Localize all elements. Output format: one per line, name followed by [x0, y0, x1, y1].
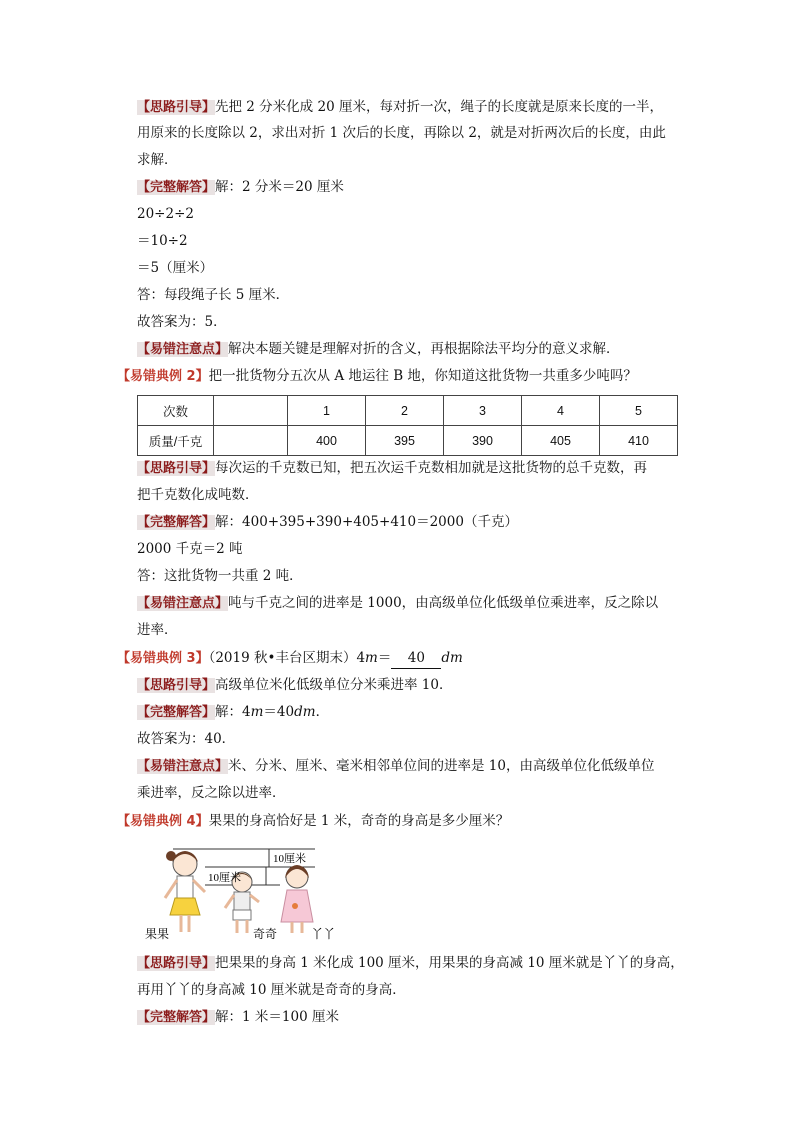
- table-cell: 质量/千克: [138, 426, 214, 456]
- table-cell: 405: [522, 426, 600, 456]
- table-cell: 390: [444, 426, 522, 456]
- ex1-step3: ＝5（厘米）: [137, 260, 214, 276]
- height-illustration: [145, 840, 340, 940]
- answer-tag: 【完整解答】: [137, 180, 216, 195]
- table-cell: 5: [600, 396, 678, 426]
- table-cell: [214, 396, 288, 426]
- idea-tag: 【思路引导】: [137, 678, 216, 693]
- table-cell: 410: [600, 426, 678, 456]
- ex3-answer: 【完整解答】解：4m＝40dm．: [137, 704, 330, 720]
- table-row: [138, 426, 678, 456]
- ex1-step1: 20÷2÷2: [137, 206, 194, 222]
- ex4-label: 【易错典例 4】: [117, 814, 209, 829]
- table-cell: 3: [444, 396, 522, 426]
- answer-blank: 40: [391, 648, 441, 669]
- answer-tag: 【完整解答】: [137, 1010, 216, 1025]
- table-cell: 395: [366, 426, 444, 456]
- ex2-note-line1: 【易错注意点】吨与千克之间的进率是 1000，由高级单位化低级单位乘进率，反之除以: [137, 595, 659, 611]
- ex3-note-line1: 【易错注意点】米、分米、厘米、毫米相邻单位间的进率是 10，由高级单位化低级单位: [137, 758, 655, 774]
- ex4-question: 【易错典例 4】果果的身高恰好是 1 米，奇奇的身高是多少厘米？: [117, 813, 510, 829]
- note-tag: 【易错注意点】: [137, 342, 229, 357]
- table-row: [138, 396, 678, 426]
- ex4-idea-line1: 【思路引导】把果果的身高 1 米化成 100 厘米，用果果的身高减 10 厘米就是丫丫的身高，: [137, 955, 684, 971]
- ex3-question: 【易错典例 3】（2019 秋•丰台区期末）4m＝ 40 dm: [117, 648, 463, 669]
- ex1-step2: ＝10÷2: [137, 233, 188, 249]
- note-tag: 【易错注意点】: [137, 596, 229, 611]
- ex1-step4: 答：每段绳子长 5 厘米．: [137, 287, 290, 303]
- ex2-idea-line1: 【思路引导】每次运的千克数已知，把五次运千克数相加就是这批货物的总千克数，再: [137, 460, 648, 476]
- gap-label-top: 10厘米: [273, 853, 306, 865]
- girl-yaya-figure: [281, 865, 313, 933]
- gap-label-left: 10厘米: [208, 872, 241, 884]
- idea-tag: 【思路引导】: [137, 461, 216, 476]
- name-qiqi: 奇奇: [253, 927, 278, 940]
- ex1-idea-line3: 求解．: [137, 152, 178, 168]
- ex2-label: 【易错典例 2】: [117, 369, 209, 384]
- table-cell: [214, 426, 288, 456]
- ex3-idea: 【思路引导】高级单位米化低级单位分米乘进率 10．: [137, 677, 453, 693]
- ex4-idea-line2: 再用丫丫的身高减 10 厘米就是奇奇的身高．: [137, 982, 406, 998]
- name-guoguo: 果果: [145, 927, 170, 940]
- table-cell: 2: [366, 396, 444, 426]
- table-cell: 400: [288, 426, 366, 456]
- table-cell: 1: [288, 396, 366, 426]
- table-cell: 4: [522, 396, 600, 426]
- ex2-note-line2: 进率．: [137, 622, 178, 638]
- idea-tag: 【思路引导】: [137, 956, 216, 971]
- name-yaya: 丫丫: [311, 927, 336, 940]
- ex1-step5: 故答案为：5．: [137, 314, 227, 330]
- ex3-final: 故答案为：40．: [137, 731, 236, 747]
- note-tag: 【易错注意点】: [137, 759, 229, 774]
- ex2-answer: 【完整解答】解：400+395+390+405+410＝2000（千克）: [137, 514, 518, 530]
- ex1-note: 【易错注意点】解决本题关键是理解对折的含义，再根据除法平均分的意义求解．: [137, 341, 620, 357]
- ex1-answer: 【完整解答】解：2 分米＝20 厘米: [137, 179, 344, 195]
- ex1-idea-line2: 用原来的长度除以 2，求出对折 1 次后的长度，再除以 2，就是对折两次后的长度，由此: [137, 125, 666, 141]
- idea-tag: 【思路引导】: [137, 100, 216, 115]
- ex3-note-line2: 乘进率，反之除以进率．: [137, 785, 286, 801]
- children-figure: [145, 840, 340, 940]
- girl-guoguo-figure: [165, 851, 205, 932]
- table-cell: 次数: [138, 396, 214, 426]
- cargo-table: [137, 395, 678, 456]
- ex3-label: 【易错典例 3】: [117, 651, 209, 666]
- ex2-question: 【易错典例 2】把一批货物分五次从 A 地运往 B 地，你知道这批货物一共重多少吨吗？: [117, 368, 637, 384]
- ex2-idea-line2: 把千克数化成吨数．: [137, 487, 259, 503]
- ex4-answer: 【完整解答】解：1 米＝100 厘米: [137, 1009, 339, 1025]
- answer-tag: 【完整解答】: [137, 705, 216, 720]
- ex2-step1: 2000 千克＝2 吨: [137, 541, 243, 557]
- ex2-step2: 答：这批货物一共重 2 吨．: [137, 568, 303, 584]
- ex1-idea-line1: 【思路引导】先把 2 分米化成 20 厘米，每对折一次，绳子的长度就是原来长度的一半，: [137, 99, 663, 115]
- answer-tag: 【完整解答】: [137, 515, 216, 530]
